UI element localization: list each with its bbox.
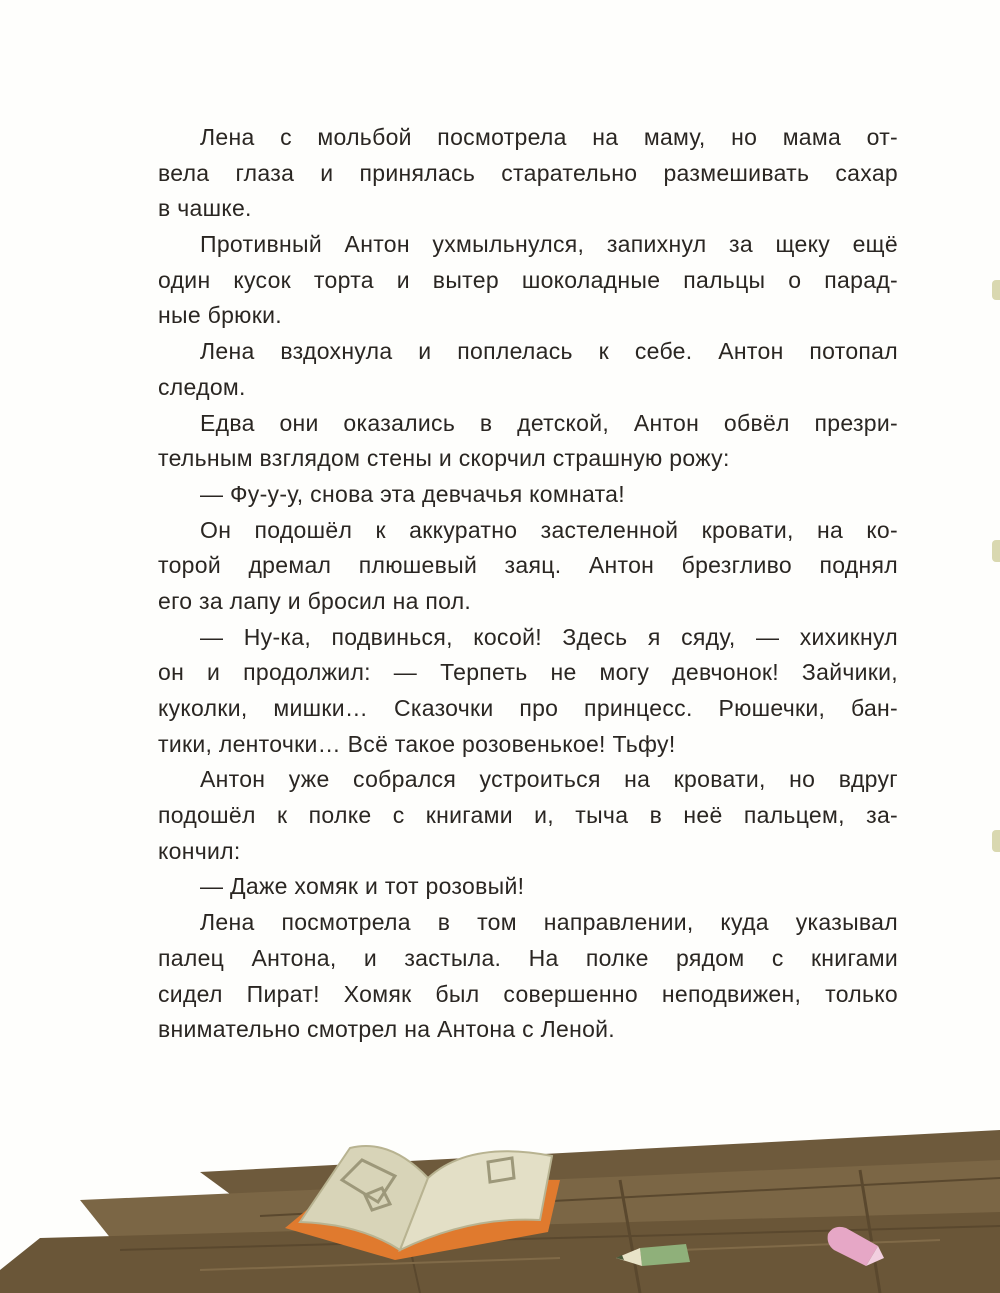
text-line: Лена посмотрела в том направлении, куда указывал bbox=[200, 909, 898, 936]
page-edge-mark bbox=[992, 280, 1000, 300]
text-line: его за лапу и бросил на пол. bbox=[158, 587, 472, 614]
text-line: тельным взглядом стены и скорчил страшную рожу: bbox=[158, 445, 730, 472]
text-line: куколки, мишки… Сказочки про принцесс. Рюшечки, бан- bbox=[158, 695, 898, 721]
page-edge-mark bbox=[992, 540, 1000, 562]
text-line: — Фу-у-у, снова эта девчачья комната! bbox=[200, 480, 625, 507]
text-line: кончил: bbox=[158, 837, 241, 864]
story-text bbox=[158, 120, 898, 1048]
text-line: торой дремал плюшевый заяц. Антон брезгливо поднял bbox=[158, 552, 898, 579]
text-line: один кусок торта и вытер шоколадные пальцы о парад- bbox=[158, 266, 898, 293]
text-line: ные брюки. bbox=[158, 302, 282, 329]
text-line: подошёл к полке с книгами и, тыча в неё пальцем, за- bbox=[158, 802, 898, 829]
text-line: — Ну-ка, подвинься, косой! Здесь я сяду, — хихикнул bbox=[200, 623, 898, 650]
text-line: Лена вздохнула и поплелась к себе. Антон потопал bbox=[200, 338, 898, 365]
table-illustration bbox=[0, 1120, 1000, 1293]
text-line: тики, ленточки… Всё такое розовенькое! Тьфу! bbox=[158, 730, 676, 757]
text-line: — Даже хомяк и тот розовый! bbox=[200, 873, 525, 900]
text-line: палец Антона, и застыла. На полке рядом с книгами bbox=[158, 944, 898, 971]
text-line: вела глаза и принялась старательно размешивать сахар bbox=[158, 159, 898, 186]
text-line: он и продолжил: — Терпеть не могу девчонок! Зайчики, bbox=[158, 659, 898, 686]
page-edge-mark bbox=[992, 830, 1000, 852]
text-line: Противный Антон ухмыльнулся, запихнул за щеку ещё bbox=[200, 231, 898, 258]
text-line: Он подошёл к аккуратно застеленной кровати, на ко- bbox=[200, 516, 898, 543]
text-line: в чашке. bbox=[158, 195, 252, 222]
text-line: следом. bbox=[158, 373, 246, 400]
text-line: Едва они оказались в детской, Антон обвёл презри- bbox=[200, 409, 898, 436]
text-line: Антон уже собрался устроиться на кровати, но вдруг bbox=[200, 766, 898, 793]
text-line: Лена с мольбой посмотрела на маму, но мама от- bbox=[200, 124, 898, 150]
text-line: внимательно смотрел на Антона с Леной. bbox=[158, 1016, 616, 1043]
text-line: сидел Пират! Хомяк был совершенно неподвижен, только bbox=[158, 980, 898, 1007]
